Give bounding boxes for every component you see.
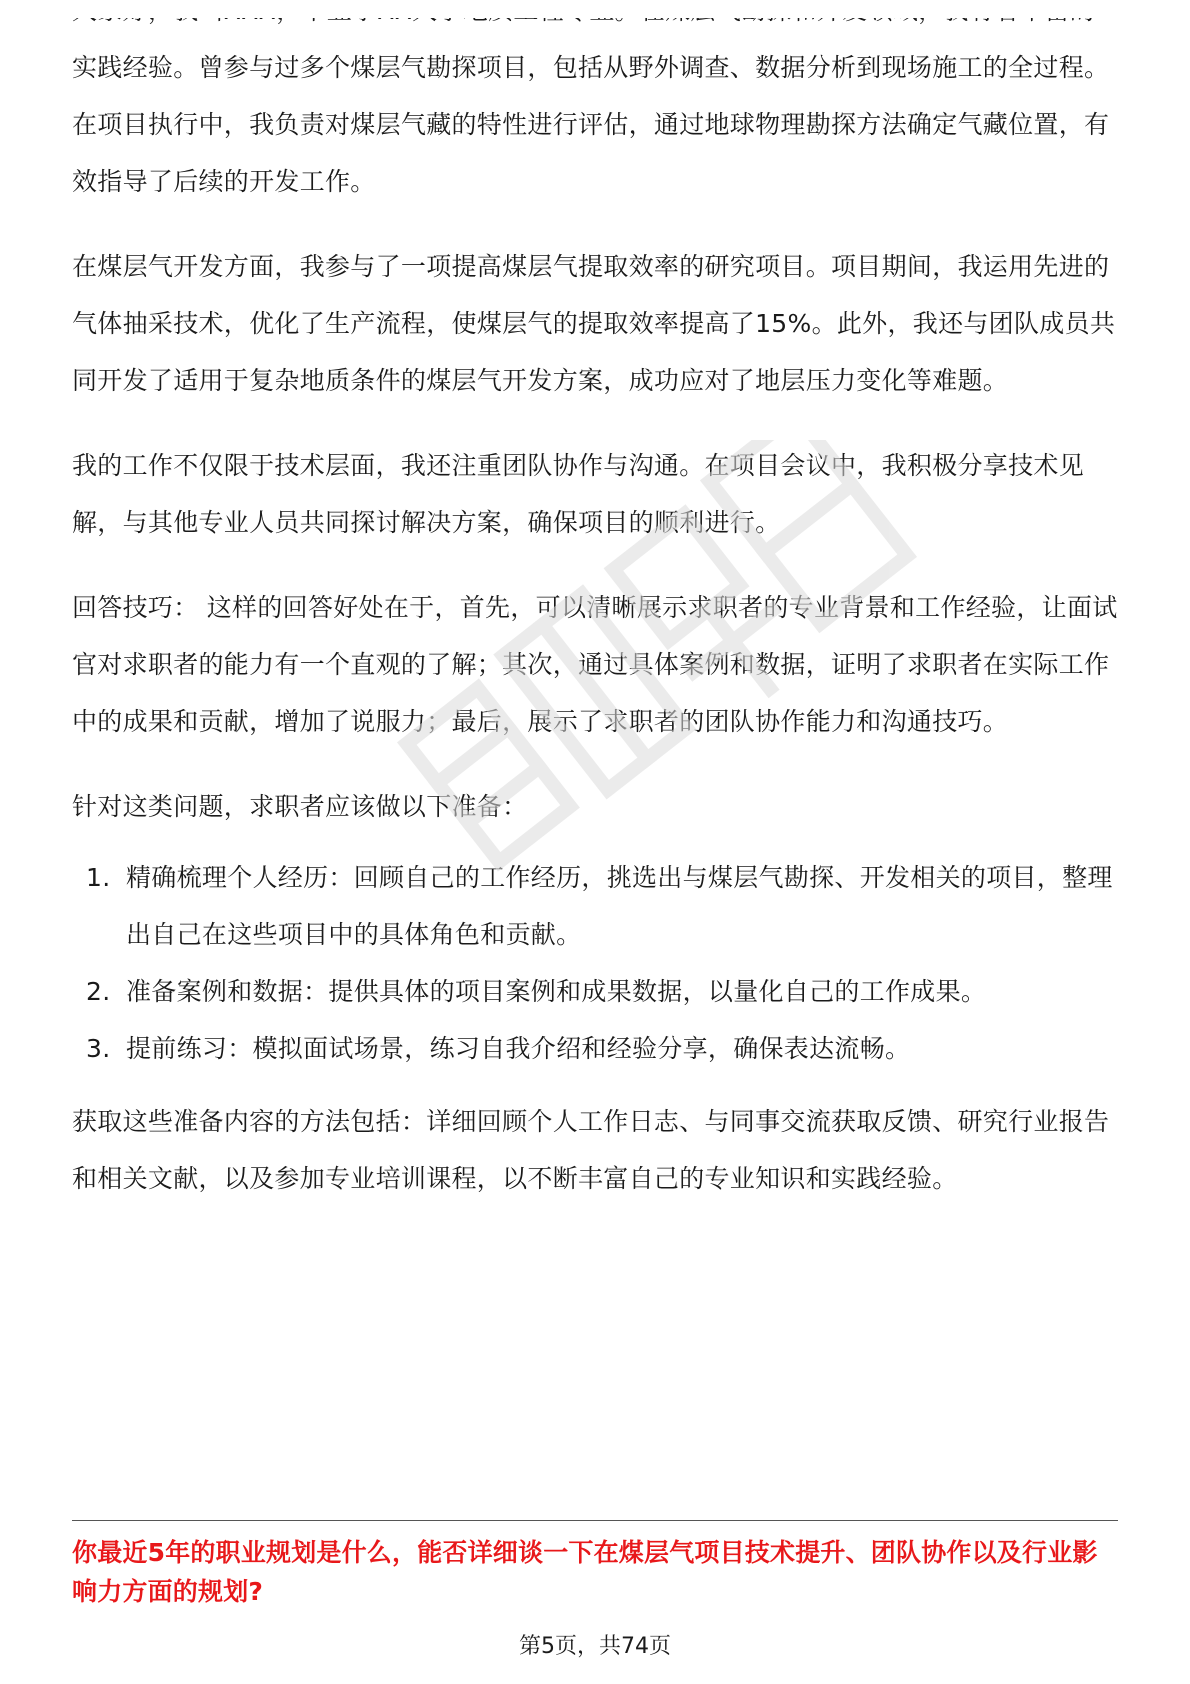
paragraph-closing: 获取这些准备内容的方法包括：详细回顾个人工作日志、与同事交流获取反馈、研究行业报告和相关文献，以及参加专业培训课程，以不断丰富自己的专业知识和实践经验。: [72, 1107, 1110, 1193]
paragraph-teamwork: 我的工作不仅限于技术层面，我还注重团队协作与沟通。在项目会议中，我积极分享技术见解，与其他专业人员共同探讨解决方案，确保项目的顺利进行。: [72, 451, 1085, 537]
paragraph-preparation-intro: 针对这类问题，求职者应该做以下准备：: [72, 792, 528, 821]
paragraph-answer-tips: 回答技巧： 这样的回答好处在于，首先，可以清晰展示求职者的专业背景和工作经验，让面试官对求职者的能力有一个直观的了解；其次，通过具体案例和数据，证明了求职者在实际工作中的成果和贡献，增加了说服力；最后，展示了求职者的团队协作能力和沟通技巧。: [72, 593, 1118, 736]
page-top-edge: [0, 0, 1190, 18]
list-number: 2.: [86, 977, 111, 1006]
preparation-list: [72, 849, 1118, 1077]
document-body: [72, 20, 1118, 1235]
paragraph-development: 在煤层气开发方面，我参与了一项提高煤层气提取效率的研究项目。项目期间，我运用先进的气体抽采技术，优化了生产流程，使煤层气的提取效率提高了15%。此外，我还与团队成员共同开发了适用于复杂地质条件的煤层气开发方案，成功应对了地层压力变化等难题。: [72, 252, 1116, 395]
paragraph-experience-intro: 实践经验。曾参与过多个煤层气勘探项目，包括从野外调查、数据分析到现场施工的全过程。在项目执行中，我负责对煤层气藏的特性进行评估，通过地球物理勘探方法确定气藏位置，有效指导了后续的开发工作。: [72, 53, 1110, 196]
list-item: [72, 849, 1118, 963]
list-text: 提前练习：模拟面试场景，练习自我介绍和经验分享，确保表达流畅。: [126, 1034, 911, 1063]
list-text: 准备案例和数据：提供具体的项目案例和成果数据，以量化自己的工作成果。: [126, 977, 987, 1006]
next-question-heading: 你最近5年的职业规划是什么，能否详细谈一下在煤层气项目技术提升、团队协作以及行业影响力方面的规划?: [72, 1538, 1098, 1606]
list-item: [72, 963, 1118, 1020]
list-item: [72, 1020, 1118, 1077]
page-number: 第5页，共74页: [519, 1634, 671, 1659]
section-divider: [72, 1520, 1118, 1521]
list-number: 3.: [86, 1034, 111, 1063]
list-number: 1.: [86, 863, 111, 892]
list-text: 精确梳理个人经历：回顾自己的工作经历，挑选出与煤层气勘探、开发相关的项目，整理出自己在这些项目中的具体角色和贡献。: [126, 863, 1113, 949]
